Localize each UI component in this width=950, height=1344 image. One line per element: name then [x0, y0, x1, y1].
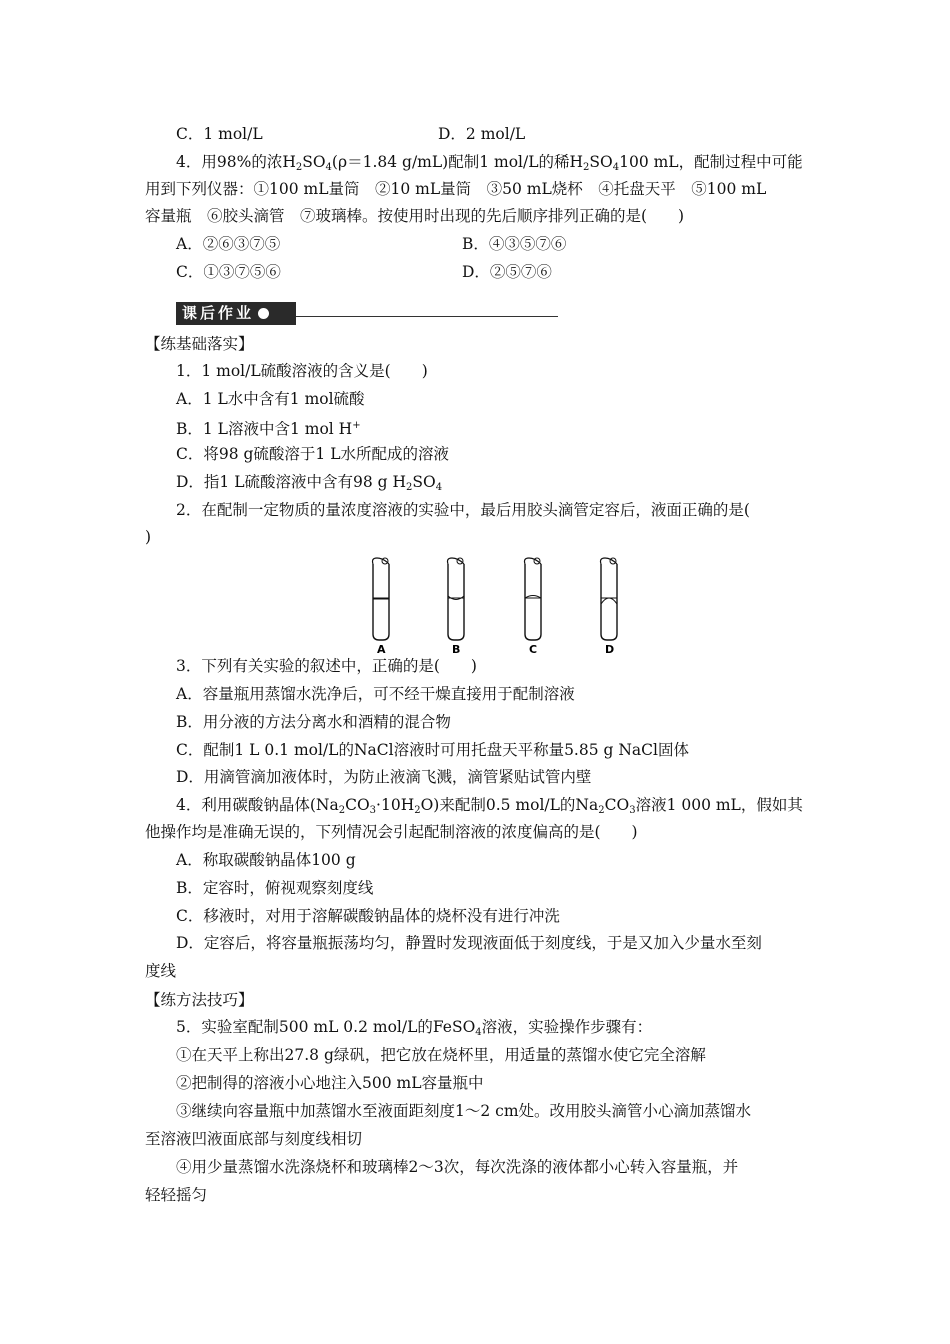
prev-q4-option-a: A．②⑥③⑦⑤: [176, 235, 281, 253]
tube-a: [373, 558, 390, 640]
tube-c: [525, 558, 542, 640]
tube-label-a: A: [377, 643, 386, 656]
q5-step-2: ②把制得的溶液小心地注入500 mL容量瓶中: [176, 1074, 484, 1092]
prev-q4-option-d: D．②⑤⑦⑥: [462, 263, 552, 281]
q5-step-3-line2: 至溶液凹液面底部与刻度线相切: [145, 1130, 363, 1148]
section-header-homework: [176, 302, 296, 325]
q5-step-4-line1: ④用少量蒸馏水洗涤烧杯和玻璃棒2～3次，每次洗涤的液体都小心转入容量瓶，并: [176, 1158, 739, 1176]
q1-option-c: C．将98 g硫酸溶于1 L水所配成的溶液: [176, 445, 450, 463]
section-divider: [296, 316, 558, 317]
q3-option-a: A．容量瓶用蒸馏水洗净后，可不经干燥直接用于配制溶液: [176, 685, 575, 703]
prev-q4-option-c: C．①③⑦⑤⑥: [176, 263, 281, 281]
section-title: 课后作业: [182, 304, 255, 322]
heading-method-practice: 【练方法技巧】: [145, 991, 254, 1009]
heading-basic-practice: 【练基础落实】: [145, 335, 254, 353]
tube-label-b: B: [452, 643, 461, 656]
q4-option-d-line2: 度线: [145, 962, 177, 980]
q5-step-3-line1: ③继续向容量瓶中加蒸馏水至液面距刻度1～2 cm处。改用胶头滴管小心滴加蒸馏水: [176, 1102, 752, 1120]
q1-option-a: A．1 L水中含有1 mol硫酸: [176, 390, 365, 408]
q5-step-1: ①在天平上称出27.8 g绿矾，把它放在烧杯里，用适量的蒸馏水使它完全溶解: [176, 1046, 706, 1064]
q3-option-d: D．用滴管滴加液体时，为防止液滴飞溅，滴管紧贴试管内壁: [176, 768, 592, 786]
prev-q4-line1: 4．用98%的浓$H_2SO_4(\rho=1.84$ g/mL)配制1 mol/L的稀$H_2SO_4100$ mL，配制过程中可能: [176, 153, 803, 173]
tube-b: [448, 558, 465, 640]
meniscus-tubes-figure: [355, 556, 645, 656]
q5-step-4-line2: 轻轻摇匀: [145, 1186, 208, 1204]
prev-q-option-c: C．1 mol/L: [176, 125, 263, 143]
q1-option-d: D．指1 L硫酸溶液中含有98 g $H_2SO_4$: [176, 473, 443, 493]
q4-option-c: C．移液时，对用于溶解碳酸钠晶体的烧杯没有进行冲洗: [176, 907, 560, 925]
q3-option-c: C．配制1 L 0.1 mol/L的NaCl溶液时可用托盘天平称量5.85 g NaCl固体: [176, 741, 689, 759]
q1-option-b: B．1 L溶液中含1 mol H+: [176, 420, 361, 438]
prev-q4-option-b: B．④③⑤⑦⑥: [462, 235, 567, 253]
prev-q4-line2: 用到下列仪器：①100 mL量筒 ②10 mL量筒 ③50 mL烧杯 ④托盘天平 ⑤100 mL: [145, 180, 767, 198]
q5-stem: 5．实验室配制500 mL 0.2 mol/L的FeSO$_4$溶液，实验操作步骤有：: [176, 1018, 653, 1038]
q4-stem-line1: 4．利用碳酸钠晶体$(Na_2CO_3\cdot 10H_2O)$来配制0.5 mol/L的$Na_2CO_3$溶液1 000 mL，假如其: [176, 796, 803, 816]
tube-label-d: D: [605, 643, 615, 656]
q4-option-b: B．定容时，俯视观察刻度线: [176, 879, 374, 897]
q2-stem-line2: ): [145, 528, 152, 546]
q3-stem: 3．下列有关实验的叙述中，正确的是( ): [176, 657, 477, 675]
q2-stem-line1: 2．在配制一定物质的量浓度溶液的实验中，最后用胶头滴管定容后，液面正确的是(: [176, 501, 750, 519]
q4-option-a: A．称取碳酸钠晶体100 g: [176, 851, 356, 869]
prev-q4-line3: 容量瓶 ⑥胶头滴管 ⑦玻璃棒。按使用时出现的先后顺序排列正确的是( ): [145, 207, 685, 225]
q3-option-b: B．用分液的方法分离水和酒精的混合物: [176, 713, 451, 731]
q4-option-d-line1: D．定容后，将容量瓶振荡均匀，静置时发现液面低于刻度线，于是又加入少量水至刻: [176, 934, 762, 952]
tube-d: [601, 558, 618, 640]
tube-label-c: C: [529, 643, 538, 656]
bullet-dot-icon: [258, 308, 269, 319]
prev-q-option-d: D．2 mol/L: [438, 125, 526, 143]
q4-stem-line2: 他操作均是准确无误的，下列情况会引起配制溶液的浓度偏高的是( ): [145, 823, 638, 841]
q1-stem: 1．1 mol/L硫酸溶液的含义是( ): [176, 362, 428, 380]
